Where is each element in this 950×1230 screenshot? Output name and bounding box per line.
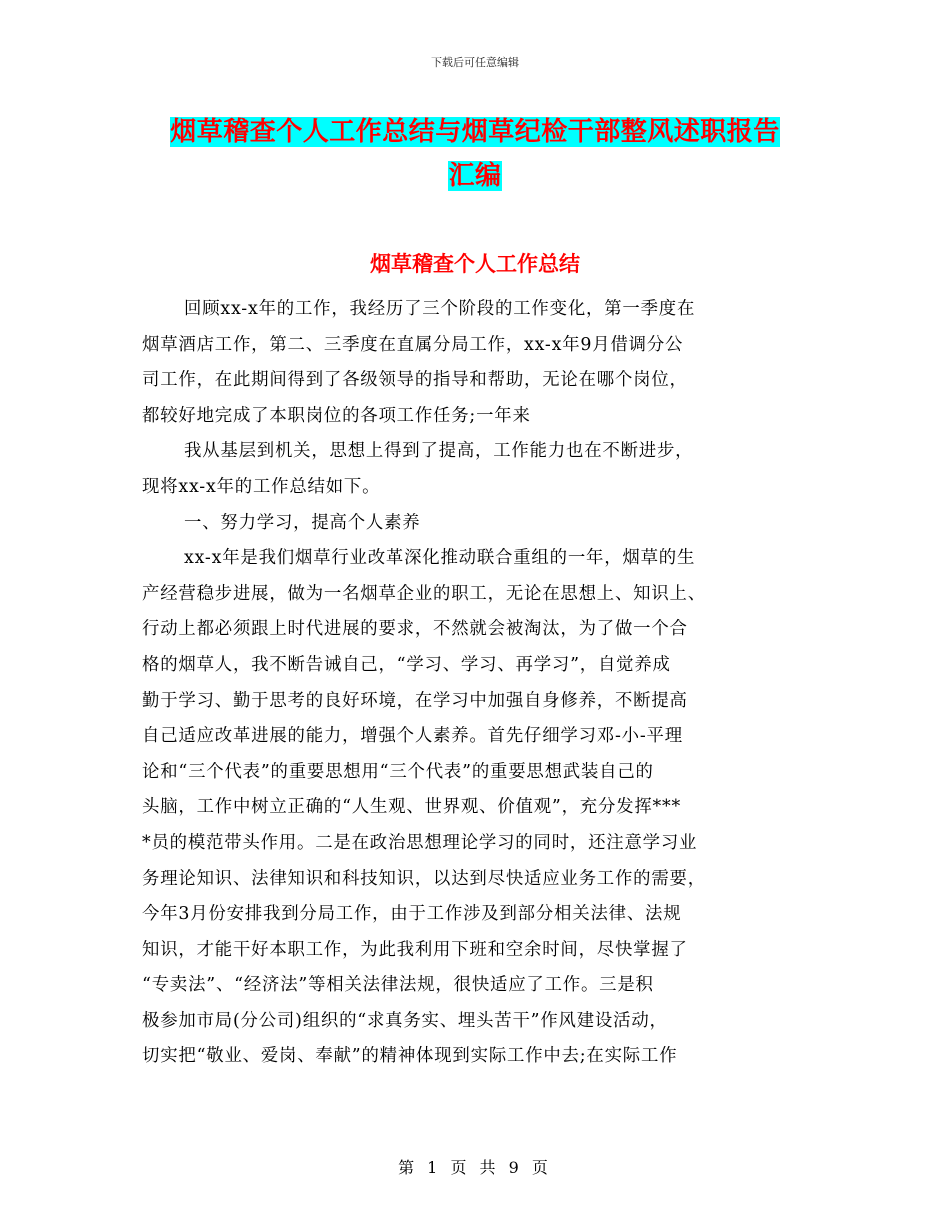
- text-line: 头脑，工作中树立正确的“人生观、世界观、价值观”，充分发挥***: [142, 797, 682, 818]
- text-line: 烟草酒店工作，第二、三季度在直属分局工作，xx-x年9月借调分公: [142, 334, 684, 355]
- title-line-2: 汇编: [448, 161, 502, 191]
- text-line: 行动上都必须跟上时代进展的要求，不然就会被淘汰，为了做一个合: [142, 619, 688, 640]
- text-line: 务理论知识、法律知识和科技知识，以达到尽快适应业务工作的需要，: [142, 868, 706, 889]
- page-footer: 第 1 页 共 9 页: [398, 1158, 552, 1177]
- text-line: “专卖法”、“经济法”等相关法律法规，很快适应了工作。三是积: [142, 975, 654, 996]
- text-line: xx-x年是我们烟草行业改革深化推动联合重组的一年，烟草的生: [184, 548, 696, 569]
- header-note: 下载后可任意编辑: [431, 56, 519, 69]
- text-line: 勤于学习、勤于思考的良好环境，在学习中加强自身修养，不断提高: [142, 690, 688, 711]
- text-line: 格的烟草人，我不断告诫自己，“学习、学习、再学习”，自觉养成: [142, 654, 671, 675]
- text-line: 论和“三个代表”的重要思想用“三个代表”的重要思想武装自己的: [142, 761, 654, 782]
- text-line: 自己适应改革进展的能力，增强个人素养。首先仔细学习邓-小-平理: [142, 726, 683, 747]
- section-title: 烟草稽查个人工作总结: [370, 252, 580, 276]
- text-line: 今年3月份安排我到分局工作，由于工作涉及到部分相关法律、法规: [142, 904, 682, 925]
- document-title: [140, 110, 810, 198]
- body-text: [142, 292, 808, 1075]
- text-line: 回顾xx-x年的工作，我经历了三个阶段的工作变化，第一季度在: [184, 299, 696, 319]
- text-line: 我从基层到机关，思想上得到了提高，工作能力也在不断进步，: [184, 441, 694, 462]
- title-line-1: 烟草稽查个人工作总结与烟草纪检干部整风述职报告: [170, 117, 780, 147]
- text-line: 现将xx-x年的工作总结如下。: [142, 476, 381, 497]
- section-heading: 一、努力学习，提高个人素养: [184, 512, 421, 533]
- text-line: 产经营稳步进展，做为一名烟草企业的职工，无论在思想上、知识上、: [142, 583, 706, 604]
- text-line: 知识，才能干好本职工作，为此我利用下班和空余时间，尽快掌握了: [142, 939, 688, 960]
- text-line: 切实把“敬业、爱岗、奉献”的精神体现到实际工作中去;在实际工作: [142, 1046, 678, 1067]
- text-line: 都较好地完成了本职岗位的各项工作任务;一年来: [142, 405, 531, 426]
- text-line: 司工作，在此期间得到了各级领导的指导和帮助，无论在哪个岗位，: [142, 370, 688, 391]
- text-line: 极参加市局(分公司)组织的“求真务实、埋头苦干”作风建设活动，: [142, 1010, 668, 1031]
- text-line: *员的模范带头作用。二是在政治思想理论学习的同时，还注意学习业: [142, 832, 698, 853]
